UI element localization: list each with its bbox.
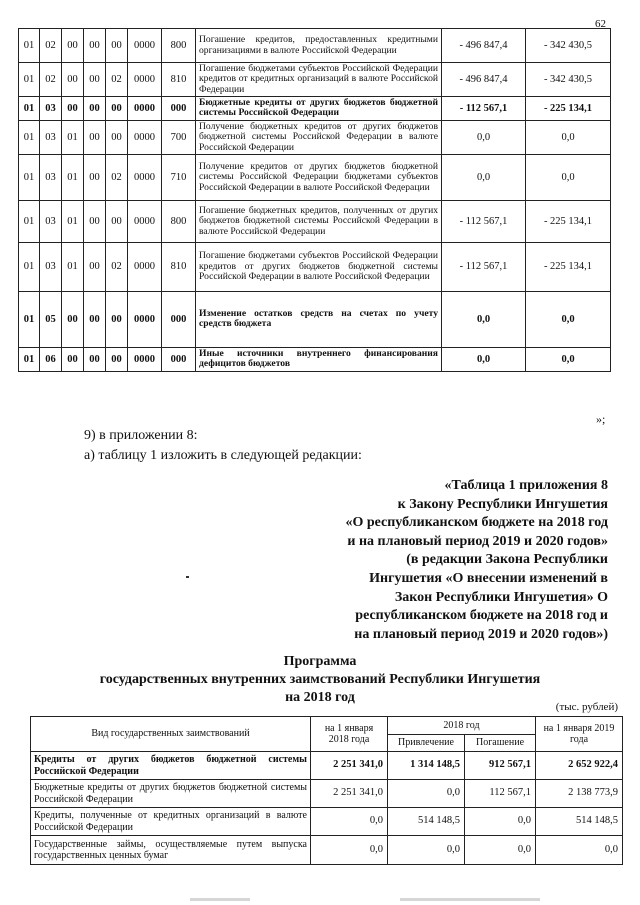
- budget-row-value: 0,0: [526, 154, 611, 200]
- budget-code-cell: 0000: [128, 347, 162, 371]
- scan-speck: [186, 576, 189, 578]
- program-row-name: Государственные займы, осуществляемые путем выпуска государственных ценных бумаг: [31, 836, 311, 865]
- budget-code-cell: 810: [162, 63, 196, 97]
- budget-code-cell: 710: [162, 154, 196, 200]
- budget-row-value: - 225 134,1: [526, 242, 611, 291]
- program-row-value: 514 148,5: [536, 808, 623, 836]
- budget-sources-table: [18, 28, 611, 372]
- budget-row-value: 0,0: [526, 347, 611, 371]
- budget-code-cell: 0000: [128, 63, 162, 97]
- budget-code-cell: 000: [162, 97, 196, 121]
- budget-code-cell: 0000: [128, 29, 162, 63]
- budget-row-name: Получение бюджетных кредитов от других бюджетов бюджетной системы Российской Федерации в валюте Российской Федерации: [196, 120, 442, 154]
- program-title-line: государственных внутренних заимствований Республики Ингушетия: [99, 672, 541, 687]
- header-attraction: Привлечение: [388, 735, 465, 752]
- budget-code-cell: 800: [162, 200, 196, 242]
- program-row-value: 0,0: [311, 808, 388, 836]
- program-row-value: 0,0: [465, 808, 536, 836]
- header-repayment: Погашение: [465, 735, 536, 752]
- budget-row-value: - 225 134,1: [526, 97, 611, 121]
- program-row: [31, 836, 623, 865]
- program-row-value: 0,0: [536, 836, 623, 865]
- budget-code-cell: 00: [106, 200, 128, 242]
- budget-code-cell: 00: [84, 154, 106, 200]
- budget-code-cell: 01: [62, 242, 84, 291]
- budget-code-cell: 02: [40, 29, 62, 63]
- budget-code-cell: 01: [19, 242, 40, 291]
- header-year: 2018 год: [388, 717, 536, 735]
- budget-code-cell: 00: [62, 29, 84, 63]
- budget-row-value: 0,0: [442, 347, 526, 371]
- budget-row-value: - 112 567,1: [442, 97, 526, 121]
- scan-artifact: [400, 898, 540, 901]
- budget-row-name: Получение кредитов от других бюджетов бюджетной системы Российской Федерации бюджетами субъектов Российской Федерации в валюте Российской Федерации: [196, 154, 442, 200]
- program-row-value: 0,0: [465, 836, 536, 865]
- budget-row-value: 0,0: [526, 120, 611, 154]
- budget-code-cell: 01: [19, 120, 40, 154]
- budget-code-cell: 00: [84, 29, 106, 63]
- caption-line: к Закону Республики Ингушетия: [397, 496, 608, 512]
- caption-line: «Таблица 1 приложения 8: [444, 478, 608, 493]
- budget-row: [19, 120, 611, 154]
- program-row: [31, 752, 623, 780]
- caption-line: на плановый период 2019 и 2020 годов»): [354, 626, 608, 642]
- budget-code-cell: 01: [19, 154, 40, 200]
- header-kind: Вид государственных заимствований: [31, 717, 311, 752]
- budget-code-cell: 03: [40, 242, 62, 291]
- caption-line: республиканском бюджете на 2018 год и: [355, 608, 608, 624]
- budget-code-cell: 00: [84, 200, 106, 242]
- units-label: (тыс. рублей): [555, 701, 618, 713]
- budget-row-value: 0,0: [442, 120, 526, 154]
- scan-artifact: [190, 898, 250, 901]
- program-row-value: 0,0: [311, 836, 388, 865]
- program-row-value: 1 314 148,5: [388, 752, 465, 780]
- budget-code-cell: 01: [62, 120, 84, 154]
- budget-row-name: Погашение бюджетами субъектов Российской Федерации кредитов от кредитных организаций в валюте Российской Федерации: [196, 63, 442, 97]
- budget-row-value: - 225 134,1: [526, 200, 611, 242]
- budget-code-cell: 00: [106, 120, 128, 154]
- budget-row-value: - 342 430,5: [526, 63, 611, 97]
- budget-code-cell: 00: [62, 347, 84, 371]
- budget-code-cell: 800: [162, 29, 196, 63]
- budget-code-cell: 00: [84, 120, 106, 154]
- budget-code-cell: 02: [106, 154, 128, 200]
- budget-row: [19, 242, 611, 291]
- budget-code-cell: 01: [19, 63, 40, 97]
- budget-code-cell: 00: [84, 242, 106, 291]
- budget-row: [19, 291, 611, 347]
- caption-line: Закон Республики Ингушетия» О: [394, 589, 608, 605]
- budget-row-name: Погашение бюджетных кредитов, полученных от других бюджетов бюджетной системы Российской Федерации в валюте Российской Федерации: [196, 200, 442, 242]
- budget-code-cell: 01: [62, 154, 84, 200]
- header-start: на 1 января 2018 года: [311, 717, 388, 752]
- budget-code-cell: 00: [106, 97, 128, 121]
- budget-code-cell: 06: [40, 347, 62, 371]
- budget-row-value: - 496 847,4: [442, 63, 526, 97]
- budget-code-cell: 00: [84, 97, 106, 121]
- budget-code-cell: 00: [106, 291, 128, 347]
- item-a-text: а) таблицу 1 изложить в следующей редакции:: [84, 448, 362, 463]
- budget-row-value: - 342 430,5: [526, 29, 611, 63]
- budget-code-cell: 03: [40, 200, 62, 242]
- program-row: [31, 780, 623, 808]
- budget-code-cell: 00: [62, 63, 84, 97]
- budget-row: [19, 347, 611, 371]
- program-row-value: 0,0: [388, 780, 465, 808]
- budget-code-cell: 03: [40, 97, 62, 121]
- budget-row: [19, 154, 611, 200]
- budget-code-cell: 00: [106, 347, 128, 371]
- budget-row: [19, 63, 611, 97]
- page-number: 62: [595, 18, 606, 30]
- budget-code-cell: 01: [19, 347, 40, 371]
- budget-code-cell: 02: [40, 63, 62, 97]
- budget-row-name: Бюджетные кредиты от других бюджетов бюджетной системы Российской Федерации: [196, 97, 442, 121]
- budget-code-cell: 03: [40, 154, 62, 200]
- program-row-value: 2 652 922,4: [536, 752, 623, 780]
- program-row-name: Кредиты от других бюджетов бюджетной системы Российской Федерации: [31, 752, 311, 780]
- budget-code-cell: 700: [162, 120, 196, 154]
- budget-row-value: 0,0: [526, 291, 611, 347]
- program-row-value: 0,0: [388, 836, 465, 865]
- budget-row-value: - 112 567,1: [442, 242, 526, 291]
- program-row-value: 2 138 773,9: [536, 780, 623, 808]
- program-row-name: Кредиты, полученные от кредитных организаций в валюте Российской Федерации: [31, 808, 311, 836]
- budget-code-cell: 810: [162, 242, 196, 291]
- program-row: [31, 808, 623, 836]
- budget-code-cell: 0000: [128, 120, 162, 154]
- budget-code-cell: 01: [19, 291, 40, 347]
- budget-row-name: Погашение кредитов, предоставленных кредитными организациями в валюте Российской Федерации: [196, 29, 442, 63]
- budget-code-cell: 00: [84, 291, 106, 347]
- budget-code-cell: 03: [40, 120, 62, 154]
- budget-code-cell: 05: [40, 291, 62, 347]
- budget-code-cell: 00: [62, 291, 84, 347]
- program-row-value: 2 251 341,0: [311, 752, 388, 780]
- budget-code-cell: 000: [162, 291, 196, 347]
- budget-code-cell: 00: [84, 347, 106, 371]
- budget-row-name: Иные источники внутреннего финансирования дефицитов бюджетов: [196, 347, 442, 371]
- caption-line: «О республиканском бюджете на 2018 год: [345, 515, 608, 531]
- caption-line: (в редакции Закона Республики: [406, 552, 608, 568]
- budget-code-cell: 0000: [128, 97, 162, 121]
- program-title-line: на 2018 год: [285, 690, 355, 705]
- caption-line: Ингушетия «О внесении изменений в: [369, 570, 608, 586]
- program-row-value: 514 148,5: [388, 808, 465, 836]
- budget-code-cell: 00: [84, 63, 106, 97]
- budget-row-value: - 112 567,1: [442, 200, 526, 242]
- header-end: на 1 января 2019 года: [536, 717, 623, 752]
- borrowing-program-table: [30, 716, 623, 865]
- budget-row-value: 0,0: [442, 154, 526, 200]
- closing-mark: »;: [596, 412, 606, 426]
- program-row-value: 112 567,1: [465, 780, 536, 808]
- budget-code-cell: 02: [106, 242, 128, 291]
- program-title: [0, 653, 640, 707]
- budget-row-name: Изменение остатков средств на счетах по учету средств бюджета: [196, 291, 442, 347]
- budget-code-cell: 01: [19, 29, 40, 63]
- table-caption: [298, 477, 608, 644]
- program-row-value: 912 567,1: [465, 752, 536, 780]
- caption-line: и на плановый период 2019 и 2020 годов»: [347, 533, 608, 549]
- budget-row: [19, 200, 611, 242]
- budget-row-value: 0,0: [442, 291, 526, 347]
- budget-row-value: - 496 847,4: [442, 29, 526, 63]
- budget-code-cell: 00: [62, 97, 84, 121]
- budget-row: [19, 97, 611, 121]
- program-title-line: Программа: [283, 654, 357, 669]
- budget-code-cell: 000: [162, 347, 196, 371]
- budget-code-cell: 0000: [128, 291, 162, 347]
- budget-code-cell: 00: [106, 29, 128, 63]
- budget-code-cell: 01: [19, 200, 40, 242]
- program-row-name: Бюджетные кредиты от других бюджетов бюджетной системы Российской Федерации: [31, 780, 311, 808]
- budget-row-name: Погашение бюджетами субъектов Российской Федерации кредитов от других бюджетов бюджетной системы Российской Федерации в валюте Российской Федерации: [196, 242, 442, 291]
- budget-code-cell: 01: [19, 97, 40, 121]
- budget-row: [19, 29, 611, 63]
- budget-code-cell: 0000: [128, 154, 162, 200]
- program-row-value: 2 251 341,0: [311, 780, 388, 808]
- budget-code-cell: 02: [106, 63, 128, 97]
- budget-code-cell: 01: [62, 200, 84, 242]
- budget-code-cell: 0000: [128, 242, 162, 291]
- budget-code-cell: 0000: [128, 200, 162, 242]
- item-9-text: 9) в приложении 8:: [84, 428, 198, 443]
